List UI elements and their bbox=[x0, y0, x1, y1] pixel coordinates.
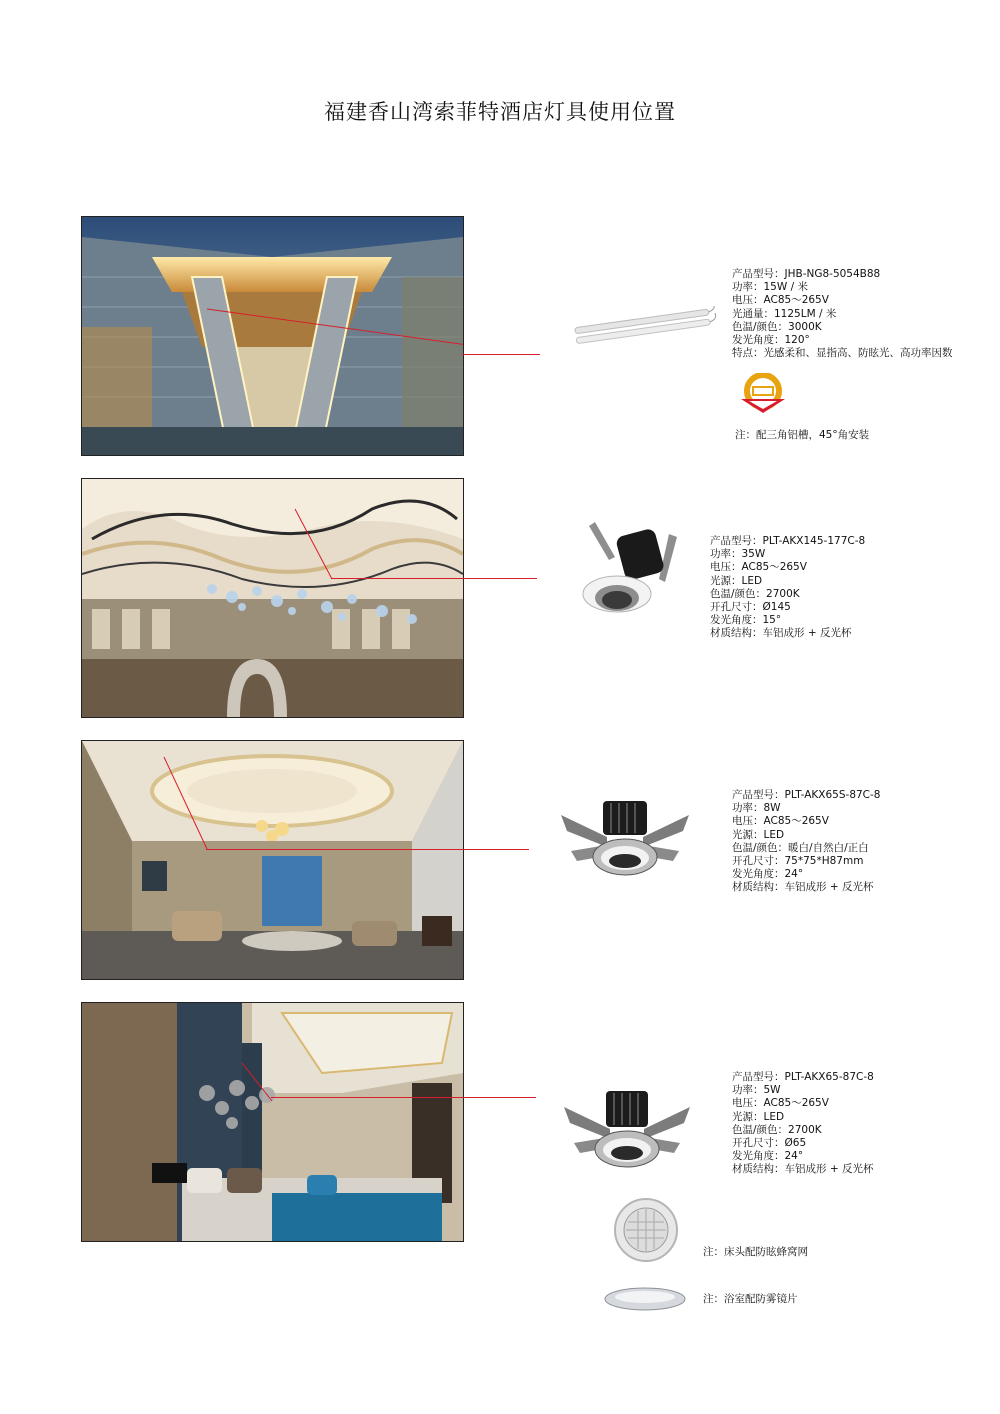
anti-glare-downlight-image bbox=[560, 1083, 694, 1183]
leader-line bbox=[271, 1097, 536, 1098]
spec-line: 发光角度：24° bbox=[732, 1150, 804, 1163]
leader-line bbox=[206, 849, 529, 850]
spec-line: 发光角度：15° bbox=[710, 614, 782, 627]
guest-bedroom-photo bbox=[81, 1002, 464, 1242]
page-title: 福建香山湾索菲特酒店灯具使用位置 bbox=[324, 100, 676, 124]
spec-line: 功率：35W bbox=[710, 548, 766, 561]
spec-line: 功率：5W bbox=[732, 1084, 781, 1097]
bedside-note: 注：床头配防眩蜂窝网 bbox=[703, 1246, 808, 1258]
spec-line: 发光角度：120° bbox=[732, 334, 810, 347]
spec-line: 电压：AC85～265V bbox=[732, 1097, 829, 1110]
spec-line: 材质结构：车铝成形 + 反光杯 bbox=[732, 881, 874, 894]
spec-line: 色温/颜色：2700K bbox=[710, 587, 800, 600]
spec-list-1 bbox=[732, 268, 953, 360]
adjustable-downlight-image bbox=[565, 512, 685, 627]
spec-list-3 bbox=[732, 789, 880, 895]
leader-line bbox=[331, 578, 537, 579]
spec-list-2 bbox=[710, 535, 865, 641]
honeycomb-mesh-image bbox=[613, 1197, 679, 1263]
spec-line: 功率：8W bbox=[732, 802, 781, 815]
spec-line: 色温/颜色：3000K bbox=[732, 320, 822, 333]
spec-line: 产品型号：PLT-AKX65-87C-8 bbox=[732, 1071, 874, 1083]
spec-line: 电压：AC85～265V bbox=[732, 294, 829, 307]
spec-line: 电压：AC85～265V bbox=[710, 561, 807, 574]
spec-line: 产品型号：PLT-AKX65S-87C-8 bbox=[732, 789, 881, 801]
spec-line: 光通量：1125LM / 米 bbox=[732, 307, 837, 320]
led-strip-image bbox=[570, 306, 720, 346]
spec-line: 功率：15W / 米 bbox=[732, 281, 808, 294]
suite-living-room-photo bbox=[81, 740, 464, 980]
spec-line: 材质结构：车铝成形 + 反光杯 bbox=[710, 627, 852, 640]
spec-line: 产品型号：PLT-AKX145-177C-8 bbox=[710, 535, 866, 547]
spec-line: 产品型号：JHB-NG8-5054B88 bbox=[732, 268, 881, 280]
triangle-aluminum-channel-icon bbox=[737, 373, 789, 415]
spec-list-4 bbox=[732, 1071, 874, 1177]
anti-glare-downlight-image bbox=[557, 795, 693, 895]
spec-line: 发光角度：24° bbox=[732, 868, 804, 881]
spec-line: 特点：光感柔和、显指高、防眩光、高功率因数 bbox=[732, 347, 953, 360]
atrium-lobby-photo bbox=[81, 478, 464, 718]
spec-line: 光源：LED bbox=[732, 828, 785, 841]
spec-line: 电压：AC85～265V bbox=[732, 815, 829, 828]
bathroom-note: 注：浴室配防雾镜片 bbox=[703, 1293, 798, 1305]
leader-line bbox=[462, 354, 540, 355]
spec-line: 开孔尺寸：Ø145 bbox=[710, 601, 791, 614]
spec-line: 色温/颜色：2700K bbox=[732, 1123, 822, 1136]
spec-line: 材质结构：车铝成形 + 反光杯 bbox=[732, 1163, 874, 1176]
spec-line: 色温/颜色：暖白/自然白/正白 bbox=[732, 841, 869, 854]
spec-line: 开孔尺寸：Ø65 bbox=[732, 1137, 807, 1150]
anti-fog-lens-image bbox=[603, 1286, 687, 1312]
spec-line: 光源：LED bbox=[732, 1110, 785, 1123]
spec-line: 开孔尺寸：75*75*H87mm bbox=[732, 855, 864, 868]
hotel-entrance-photo bbox=[81, 216, 464, 456]
installation-note: 注：配三角铝槽，45°角安装 bbox=[735, 429, 870, 441]
spec-line: 光源：LED bbox=[710, 574, 763, 587]
